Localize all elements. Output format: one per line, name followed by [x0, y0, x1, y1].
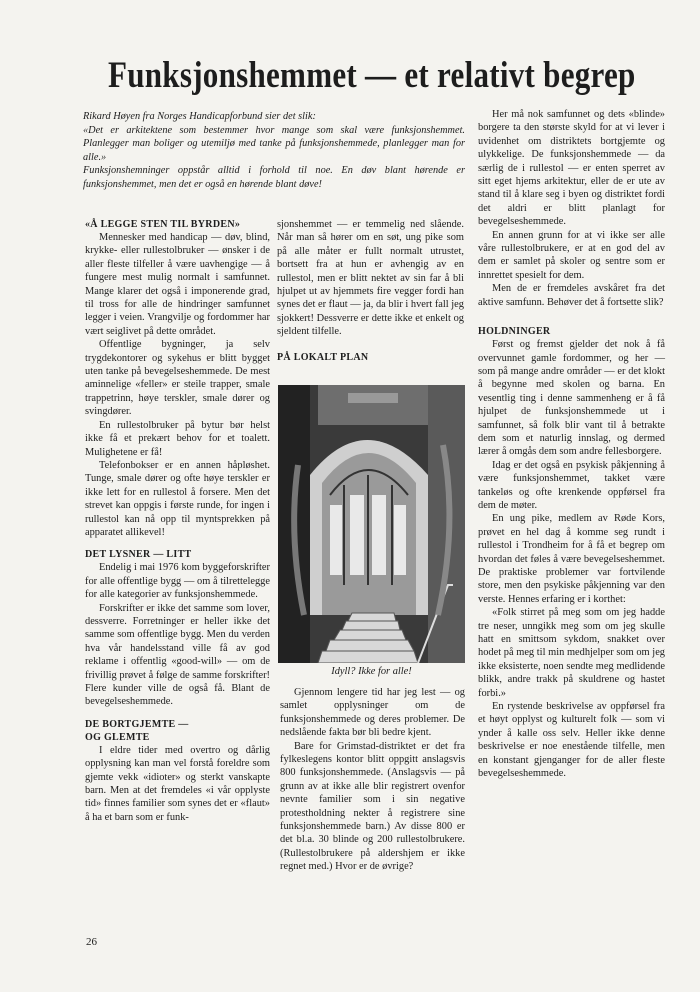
- section-heading: OG GLEMTE: [85, 731, 150, 743]
- paragraph: Gjennom lengere tid har jeg lest — og samlet opplysninger om de funksjonshemmede og deres problemer. De nedslående fakta bør bli bedre kjent.: [280, 687, 465, 739]
- section-heading: DE BORTGJEMTE —: [85, 718, 189, 730]
- section-heading: DET LYSNER — LITT: [85, 549, 192, 561]
- paragraph: Først og fremst gjelder det nok å få overvunnet gamle fordommer, og her — som på mange andre områder — er det klokt å begynne med skolen og barna. En vesentlig ting i denne sammenheng er å få hjulpet de funksjonshemmede ut i samfunnet, så folk blir vant til å betrakte dem som et naturlig innslag, og dermed lærer å omgås dem som andre fellesborgere.: [478, 339, 665, 458]
- paragraph: Endelig i mai 1976 kom byggeforskrifter for alle offentlige bygg — om å tilrettelegge for alle kategorier av funksjonshemmede.: [85, 562, 270, 601]
- paragraph: Telefonbokser er en annen håpløshet. Tunge, smale dører og ofte høye terskler er ikke lett for en rullestol å forsere. Men det strevet kan oppgis i første runde, for ingen i rullestol kan nå opp til myntsprekken på apparatet allikevel!: [85, 459, 270, 538]
- column-left: [85, 218, 270, 824]
- paragraph: En ung pike, medlem av Røde Kors, prøvet en hel dag å komme seg rundt i rullestol i Trondheim for å få et begrep om hvordan det føles å være bevegelseshemmet. De praktiske problemer var fortvilende store, men den psykiske påkjenning var den verste. Hennes erfaring er i korthet:: [478, 513, 665, 605]
- column-middle-bottom: [280, 686, 465, 874]
- paragraph: Bare for Grimstad-distriktet er det fra fylkeslegens kontor blitt oppgitt anslagsvis 800 funksjonshemmede. (Anslagsvis — på grunn av at ikke alle blir registrert ovenfor nevnte familier som i sin negative protestholdning nekter å registrere sine funksjonshemmede barn.) Av disse 800 er det bl.a. 30 blinde og 200 rullestolbrukere. (Rullestolbrukere på aldershjem er ikke regnet med.) Hvor er de øvrige?: [280, 740, 465, 873]
- column-middle-top: [277, 218, 464, 364]
- paragraph: sjonshemmet — er temmelig ned slående. Når man så hører om en søt, ung pike som på alle måter er fullt normalt utrustet, bortsett fra at hun er avhengig av en rullestol, men er blitt nektet av sin far å bli hjulpet ut av hjemmets fire vegger fordi han synes det er flaut — ja, da blir i hvert fall jeg sjokkert! Dessverre er dette ikke et enkelt og sjeldent tilfelle.: [277, 219, 464, 338]
- intro-text: Funksjonshemninger oppstår alltid i forhold til noe. En døv blant hørende er funksjonshemmet, men det er også en hørende blant døve!: [83, 165, 465, 190]
- paragraph: Idag er det også en psykisk påkjenning å være funksjonshemmet, takket være tankeløs og ofte krenkende oppførsel fra dem de møter.: [478, 459, 665, 511]
- paragraph: En rullestolbruker på bytur bør helst ikke få et prekært behov for et toalett. Mulighetene er få!: [85, 419, 270, 458]
- photo-caption: Idyll? Ikke for alle!: [331, 666, 412, 677]
- paragraph: «Folk stirret på meg som om jeg hadde tre neser, unngikk meg som om jeg skulle hatt en smittsom sykdom, snakket over hodet på meg til min medhjelper som om jeg ikke eksisterte, noen sendte meg medlidende blikk, andre trakk på skuldrene og hastet forbi.»: [478, 607, 665, 699]
- paragraph: En annen grunn for at vi ikke ser alle våre rullestolbrukere, er at en god del av dem er samlet på skoler og sentre som er innrettet spesielt for dem.: [478, 229, 665, 281]
- section-heading: PÅ LOKALT PLAN: [277, 351, 369, 363]
- column-right: [478, 108, 665, 781]
- intro-quote: «Det er arkitektene som bestemmer hvor mange som skal være funksjonshemmet. Planlegger man boliger og utemiljø med tanke på funksjonshemmede, planlegger man for alle.»: [83, 124, 465, 163]
- section-heading: «Å LEGGE STEN TIL BYRDEN»: [85, 219, 241, 230]
- paragraph: I eldre tider med overtro og dårlig opplysning kan man vel forstå foreldre som gjemte vekk «idioter» og sterkt vanskapte barn. Men at det fremdeles «i vår opplyste tid» finnes familier som synes det er «flaut» å ha et barn som er funk-: [85, 744, 270, 823]
- paragraph: Her må nok samfunnet og dets «blinde» borgere ta den største skyld for at vi lever i uvidenhet om distriktets bortgjemte og ulykkelige. De funksjonshemmede — da særlig de i rullestol — er enten sperret av sitt eget hjems arkitektur, eller de er ute av stand til å klare seg i byen og distriktet fordi det aldri er blitt planlagt for bevegelseshemmede.: [478, 109, 665, 228]
- staircase-illustration: [278, 385, 465, 663]
- paragraph: En rystende beskrivelse av oppførsel fra et høyt opplyst og kulturelt folk — som vi ynder å kalle oss selv. Heller ikke denne beskrivelse er noe enestående tilfelle, men en konstant gjenganger for de aller fleste bevegelseshemmede.: [478, 701, 665, 780]
- intro-byline: Rikard Høyen fra Norges Handicapforbund sier det slik:: [83, 111, 316, 122]
- article-title: Funksjonshemmet — et relativt begrep: [108, 55, 636, 96]
- section-heading: HOLDNINGER: [478, 326, 551, 338]
- article-intro: [83, 110, 465, 192]
- paragraph: Offentlige bygninger, ja selv trygdekontorer og sykehus er blitt bygget uten tanke på bevegelseshemmede. De mest aminnelige «feller» er steile trapper, smale trappetrinn, høye terskler, smale dører og svingdører.: [85, 339, 270, 418]
- paragraph: Men de er fremdeles avskåret fra det aktive samfunn. Behøver det å fortsette slik?: [478, 283, 665, 308]
- page-number: 26: [86, 936, 97, 948]
- paragraph: Mennesker med handicap — døv, blind, krykke- eller rullestolbruker — ønsker i de aller fleste tilfeller å være uavhengige — å fungere mest mulig normalt i samfunnet. Mange klarer det også i imponerende grad, til tross for alle de hindringer samfunnet legger i veien. Vrangvilje og fordommer har vært seiglivet på dette området.: [85, 232, 270, 337]
- paragraph: Forskrifter er ikke det samme som lover, dessverre. Forretninger er heller ikke det samme som offentlige bygg. Men du verden hva vår handelsstand ville få av god reklame i offentlig «good-will» — om de frivillig prøvet å følge de samme forskrifter! Flere kunder ville de også få. Blant de bevegelseshemmede.: [85, 602, 270, 708]
- staircase-photo: [278, 385, 465, 663]
